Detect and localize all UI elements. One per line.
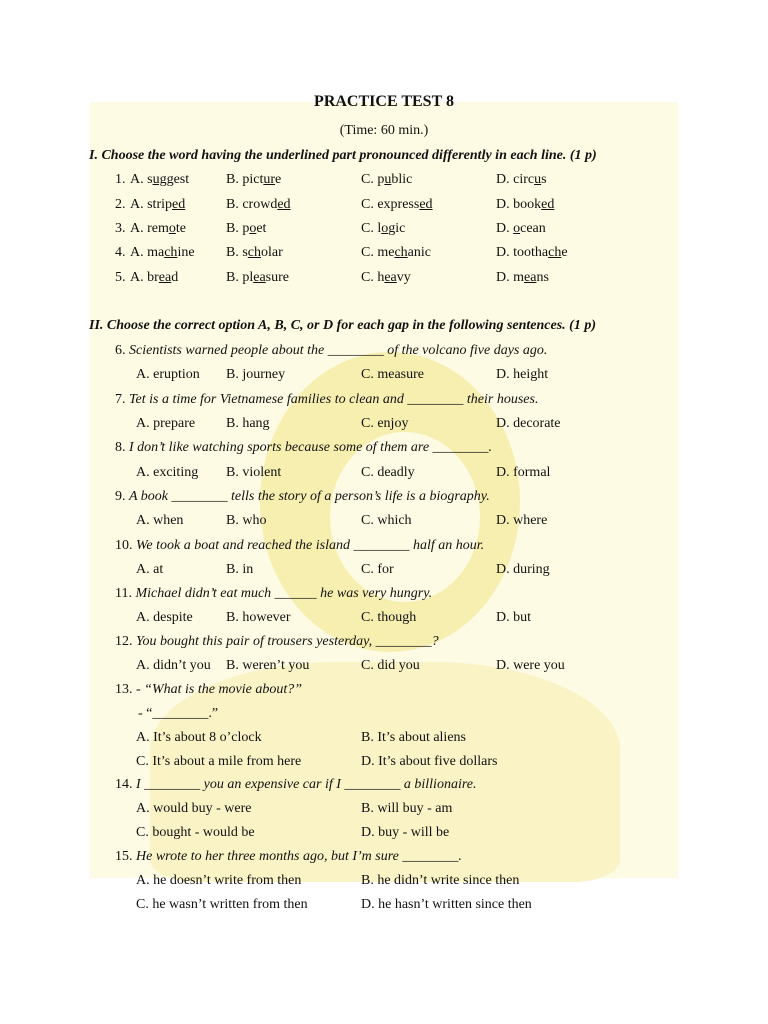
option-a[interactable]: A. suggest	[130, 172, 190, 187]
option-a[interactable]: A. striped	[130, 197, 186, 212]
option-c[interactable]: C. for	[361, 562, 394, 577]
section-1-title: I. Choose the word having the underlined part pronounced differently in each line. (1 p)	[89, 148, 597, 163]
option-c[interactable]: C. did you	[361, 658, 420, 673]
option-b[interactable]: B. however	[226, 610, 291, 625]
option-b[interactable]: B. pleasure	[226, 270, 289, 285]
underlined-part: ch	[548, 245, 562, 260]
underlined-part: ed	[172, 197, 186, 212]
question-13: 13. - “What is the movie about?”	[115, 682, 303, 697]
question-14: 14. I ________ you an expensive car if I ________ a billionaire.	[115, 777, 477, 792]
option-b[interactable]: B. in	[226, 562, 254, 577]
question-7: 7. Tet is a time for Vietnamese families to clean and ________ their houses.	[115, 392, 539, 407]
section-2-title: II. Choose the correct option A, B, C, or D for each gap in the following sentences. (1 p)	[89, 318, 597, 333]
option-a[interactable]: A. It’s about 8 o’clock	[136, 730, 262, 745]
option-a[interactable]: A. machine	[130, 245, 195, 260]
option-d[interactable]: D. buy - will be	[361, 825, 450, 840]
option-d[interactable]: D. but	[496, 610, 531, 625]
option-c[interactable]: C. expressed	[361, 197, 433, 212]
option-b[interactable]: B. violent	[226, 465, 282, 480]
option-c[interactable]: C. measure	[361, 367, 424, 382]
option-b[interactable]: B. picture	[226, 172, 282, 187]
option-b[interactable]: B. will buy - am	[361, 801, 453, 816]
underlined-part: o	[249, 221, 257, 236]
question-10: 10. We took a boat and reached the island ________ half an hour.	[115, 538, 485, 553]
option-c[interactable]: C. logic	[361, 221, 406, 236]
option-a[interactable]: A. exciting	[136, 465, 199, 480]
option-d[interactable]: D. were you	[496, 658, 565, 673]
underlined-part: ed	[277, 197, 291, 212]
option-c[interactable]: C. though	[361, 610, 417, 625]
underlined-part: ea	[158, 270, 172, 285]
question-number: 2.	[115, 197, 126, 212]
underlined-part: ch	[164, 245, 178, 260]
option-d[interactable]: D. height	[496, 367, 549, 382]
question-15: 15. He wrote to her three months ago, but I’m sure ________.	[115, 849, 462, 864]
option-a[interactable]: A. eruption	[136, 367, 200, 382]
underlined-part: u	[384, 172, 392, 187]
option-b[interactable]: B. crowded	[226, 197, 291, 212]
option-a[interactable]: A. didn’t you	[136, 658, 211, 673]
option-a[interactable]: A. he doesn’t write from then	[136, 873, 302, 888]
option-c[interactable]: C. he wasn’t written from then	[136, 897, 308, 912]
option-d[interactable]: D. where	[496, 513, 548, 528]
option-c[interactable]: C. deadly	[361, 465, 415, 480]
option-d[interactable]: D. during	[496, 562, 550, 577]
underlined-part: ea	[384, 270, 397, 285]
option-b[interactable]: B. poet	[226, 221, 267, 236]
option-d[interactable]: D. booked	[496, 197, 555, 212]
option-c[interactable]: C. which	[361, 513, 412, 528]
question-6: 6. Scientists warned people about the ________ of the volcano five days ago.	[115, 343, 548, 358]
underlined-part: o	[168, 221, 176, 236]
underlined-part: ed	[419, 197, 433, 212]
option-b[interactable]: B. journey	[226, 367, 286, 382]
question-9: 9. A book ________ tells the story of a person’s life is a biography.	[115, 489, 490, 504]
option-b[interactable]: B. who	[226, 513, 267, 528]
question-13-response: - “________.”	[138, 706, 219, 721]
underlined-part: o	[381, 221, 389, 236]
page-title: PRACTICE TEST 8	[314, 93, 454, 110]
option-c[interactable]: C. It’s about a mile from here	[136, 754, 302, 769]
option-d[interactable]: D. ocean	[496, 221, 546, 236]
underlined-part: ch	[394, 245, 408, 260]
underlined-part: ur	[263, 172, 276, 187]
option-c[interactable]: C. bought - would be	[136, 825, 255, 840]
underlined-part: o	[513, 221, 521, 236]
underlined-part: ed	[541, 197, 555, 212]
option-c[interactable]: C. enjoy	[361, 416, 409, 431]
option-a[interactable]: A. when	[136, 513, 184, 528]
time-limit: (Time: 60 min.)	[339, 123, 429, 138]
option-a[interactable]: A. remote	[130, 221, 186, 236]
option-b[interactable]: B. he didn’t write since then	[361, 873, 520, 888]
option-c[interactable]: C. public	[361, 172, 413, 187]
question-11: 11. Michael didn’t eat much ______ he was very hungry.	[115, 586, 433, 601]
underlined-part: ea	[253, 270, 266, 285]
option-b[interactable]: B. It’s about aliens	[361, 730, 466, 745]
option-d[interactable]: D. he hasn’t written since then	[361, 897, 532, 912]
question-8: 8. I don’t like watching sports because some of them are ________.	[115, 440, 493, 455]
option-c[interactable]: C. mechanic	[361, 245, 431, 260]
option-a[interactable]: A. despite	[136, 610, 193, 625]
question-number: 1.	[115, 172, 126, 187]
underlined-part: ea	[524, 270, 537, 285]
option-d[interactable]: D. It’s about five dollars	[361, 754, 498, 769]
option-a[interactable]: A. prepare	[136, 416, 196, 431]
option-a[interactable]: A. at	[136, 562, 164, 577]
option-b[interactable]: B. weren’t you	[226, 658, 310, 673]
question-number: 3.	[115, 221, 126, 236]
question-number: 5.	[115, 270, 126, 285]
underlined-part: ugg	[152, 172, 174, 187]
question-number: 4.	[115, 245, 126, 260]
option-d[interactable]: D. decorate	[496, 416, 561, 431]
option-d[interactable]: D. formal	[496, 465, 551, 480]
option-d[interactable]: D. circus	[496, 172, 547, 187]
option-d[interactable]: D. toothache	[496, 245, 568, 260]
underlined-part: u	[534, 172, 542, 187]
option-c[interactable]: C. heavy	[361, 270, 411, 285]
option-a[interactable]: A. would buy - were	[136, 801, 252, 816]
option-d[interactable]: D. means	[496, 270, 549, 285]
underlined-part: ch	[247, 245, 262, 260]
option-a[interactable]: A. bread	[130, 270, 179, 285]
option-b[interactable]: B. scholar	[226, 245, 283, 260]
option-b[interactable]: B. hang	[226, 416, 270, 431]
question-12: 12. You bought this pair of trousers yesterday, ________?	[115, 634, 439, 649]
